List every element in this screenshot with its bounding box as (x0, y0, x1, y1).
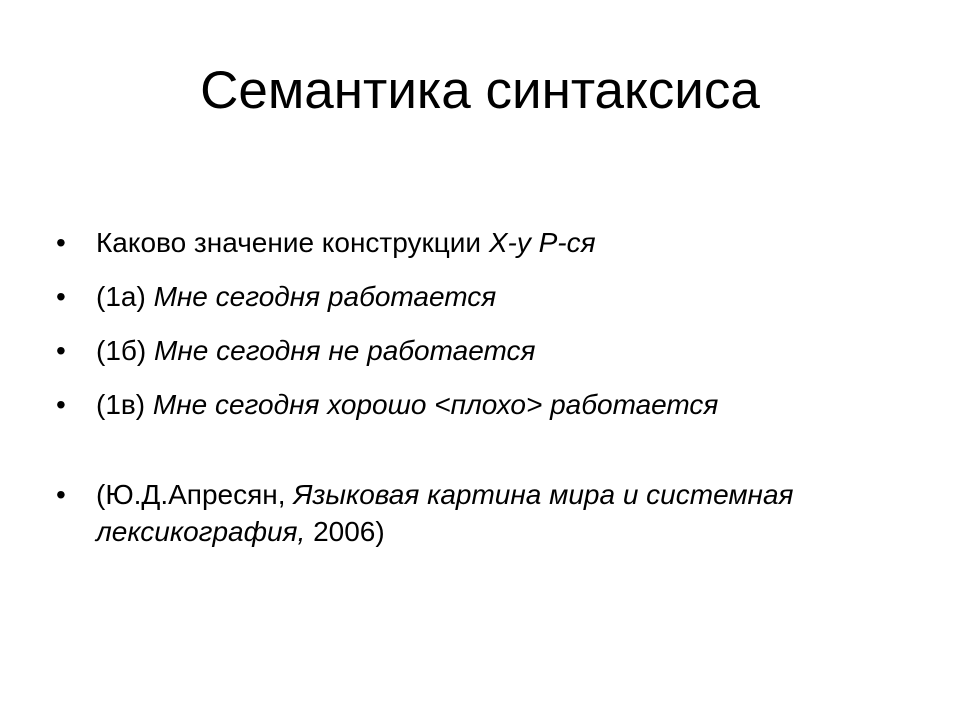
bullet-item-example-1v (56, 386, 916, 423)
example-sentence: Мне сегодня хорошо <плохо> работается (152, 389, 719, 420)
slide-title: Семантика синтаксиса (200, 61, 760, 120)
citation-year: 2006) (305, 516, 385, 547)
bullet-list (56, 224, 916, 567)
example-label: (1б) (96, 335, 155, 366)
example-sentence: Мне сегодня работается (153, 281, 497, 312)
example-label: (1в) (96, 389, 153, 420)
bullet-dot-icon: • (56, 479, 66, 510)
citation-author: (Ю.Д.Апресян, (96, 479, 294, 510)
citation-title: Языковая картина мира и системная лексикография, (96, 479, 794, 547)
bullet-dot-icon: • (56, 335, 66, 366)
construction-formula: X-у P-ся (488, 227, 596, 258)
bullet-dot-icon: • (56, 389, 66, 420)
bullet-item-meaning-question (56, 224, 916, 261)
bullet-dot-icon: • (56, 281, 66, 312)
example-label: (1а) (96, 281, 154, 312)
example-sentence: Мне сегодня не работается (154, 335, 536, 366)
bullet-text: Каково значение конструкции (96, 227, 489, 258)
bullet-item-citation (56, 476, 916, 550)
bullet-item-example-1a (56, 278, 916, 315)
bullet-item-example-1b (56, 332, 916, 369)
bullet-dot-icon: • (56, 227, 66, 258)
